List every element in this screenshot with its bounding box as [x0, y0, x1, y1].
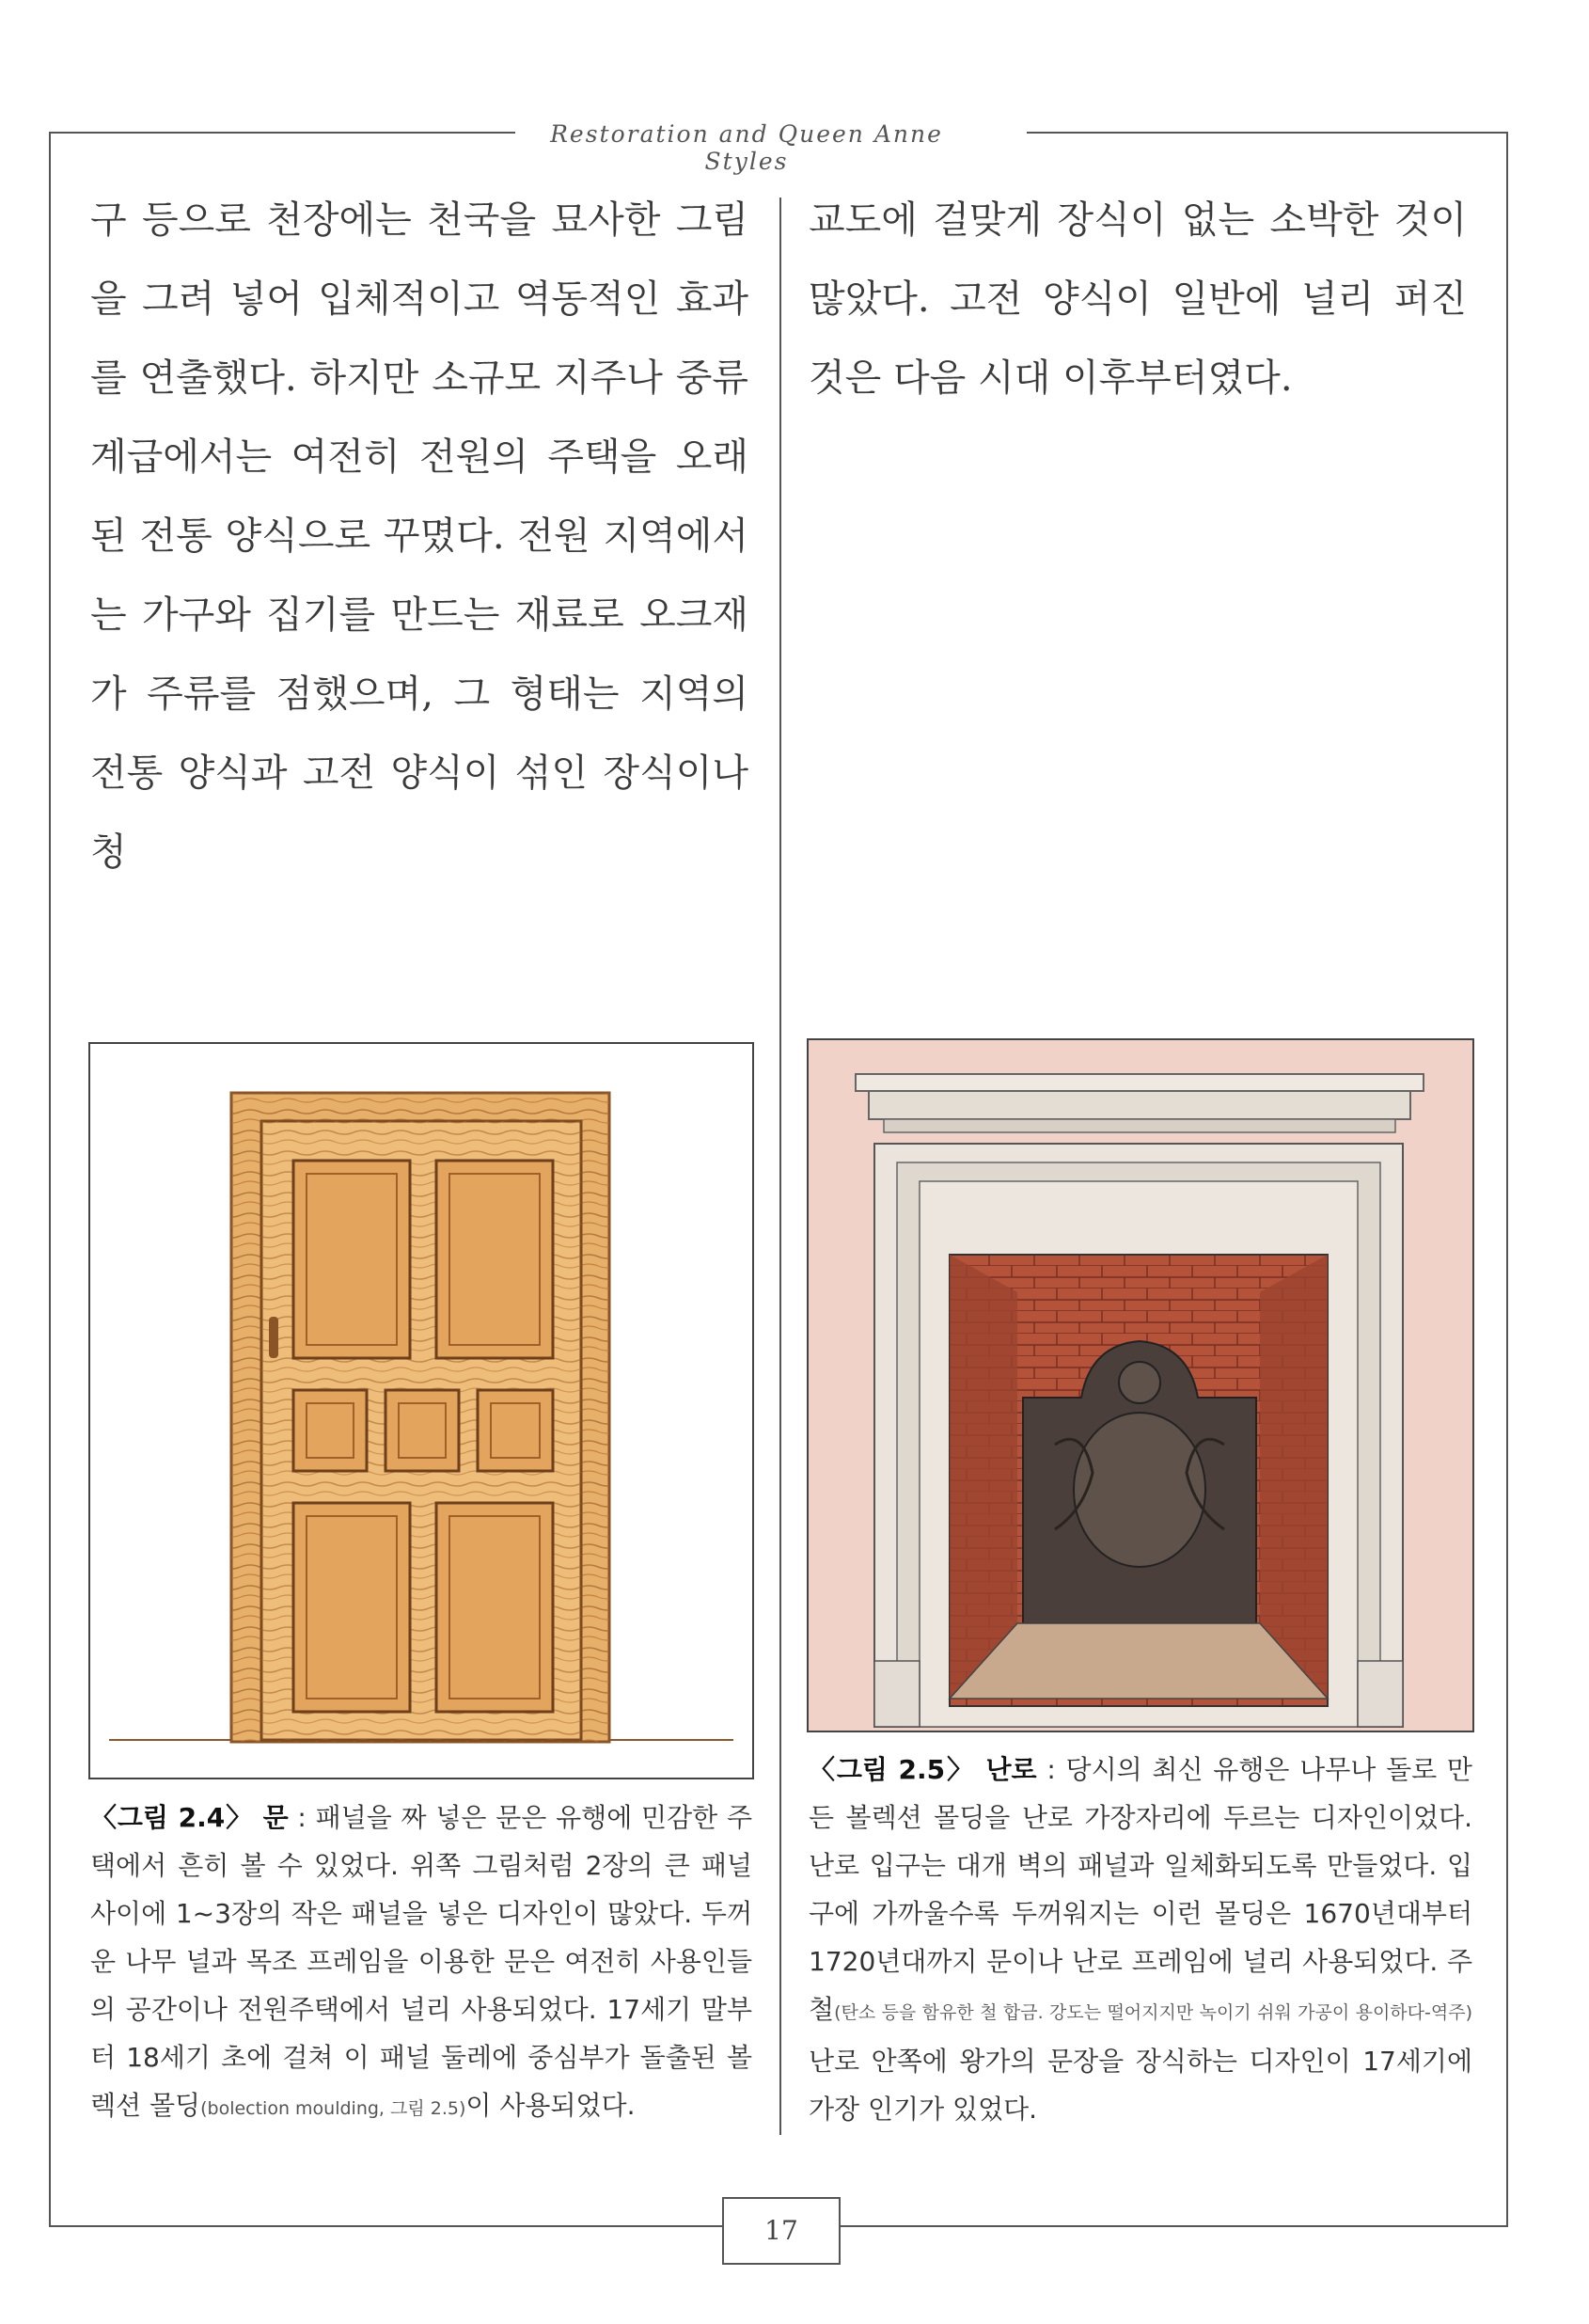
- page-frame-right: [1506, 132, 1508, 2225]
- body-text-left: 구 등으로 천장에는 천국을 묘사한 그림을 그려 넣어 입체적이고 역동적인 효과를 연출했다. 하지만 소규모 지주나 중류 계급에서는 여전히 전원의 주택을 오래된 전통 양식으로 꾸몄다. 전원 지역에서는 가구와 집기를 만드는 재료로 오크재가 주류를 점했으며, 그 형태는 지역의 전통 양식과 고전 양식이 섞인 장식이나 청: [90, 198, 748, 874]
- caption-label-2-5: 〈그림 2.5〉 난로: [809, 1754, 1037, 1785]
- caption-text-2-5a: : 당시의 최신 유행은 나무나 돌로 만든 볼렉션 몰딩을 난로 가장자리에 두르는 디자인이었다. 난로 입구는 대개 벽의 패널과 일체화되도록 만들었다. 입구에 가까울수록 두꺼워지는 이런 몰딩은 1670년대부터 1720년대까지 문이나 난로 프레임에 널리 사용되었다. 주철: [809, 1754, 1472, 2025]
- caption-small-2-4: (bolection moulding, 그림 2.5): [200, 2098, 466, 2119]
- figure-door: [88, 1042, 754, 1779]
- page-frame-left: [49, 132, 51, 2225]
- page-frame-bottom-left: [49, 2225, 722, 2227]
- column-divider: [779, 198, 781, 2135]
- caption-small-2-5: (탄소 등을 함유한 철 합금. 강도는 떨어지지만 녹이기 쉬워 가공이 용이하다-역주): [834, 2002, 1472, 2023]
- caption-figure-2-4: [90, 1794, 752, 2133]
- caption-text-2-4b: 이 사용되었다.: [465, 2090, 636, 2121]
- frame-top-right-rule: [1027, 132, 1508, 134]
- body-text-right: 교도에 걸맞게 장식이 없는 소박한 것이 많았다. 고전 양식이 일반에 널리 퍼진 것은 다음 시대 이후부터였다.: [809, 198, 1467, 400]
- fireplace-illustration: [809, 1040, 1472, 1731]
- caption-label-2-4: 〈그림 2.4〉 문: [90, 1802, 289, 1833]
- frame-top-left-rule: [49, 132, 515, 134]
- caption-figure-2-5: [809, 1746, 1472, 2133]
- page-number: 17: [722, 2197, 841, 2265]
- door-illustration: [90, 1044, 752, 1778]
- figure-fireplace: [807, 1038, 1474, 1732]
- running-header: Restoration and Queen Anne Styles: [515, 120, 978, 175]
- caption-text-2-5b: 난로 안쪽에 왕가의 문장을 장식하는 디자인이 17세기에 가장 인기가 있었다.: [809, 2046, 1472, 2125]
- page-frame-bottom-right: [837, 2225, 1508, 2227]
- caption-text-2-4a: : 패널을 짜 넣은 문은 유행에 민감한 주택에서 흔히 볼 수 있었다. 위쪽 그림처럼 2장의 큰 패널 사이에 1~3장의 작은 패널을 넣은 디자인이 많았다. 두꺼운 나무 널과 목조 프레임을 이용한 문은 여전히 사용인들의 공간이나 전원주택에서 널리 사용되었다. 17세기 말부터 18세기 초에 걸쳐 이 패널 둘레에 중심부가 돌출된 볼렉션 몰딩: [90, 1802, 752, 2121]
